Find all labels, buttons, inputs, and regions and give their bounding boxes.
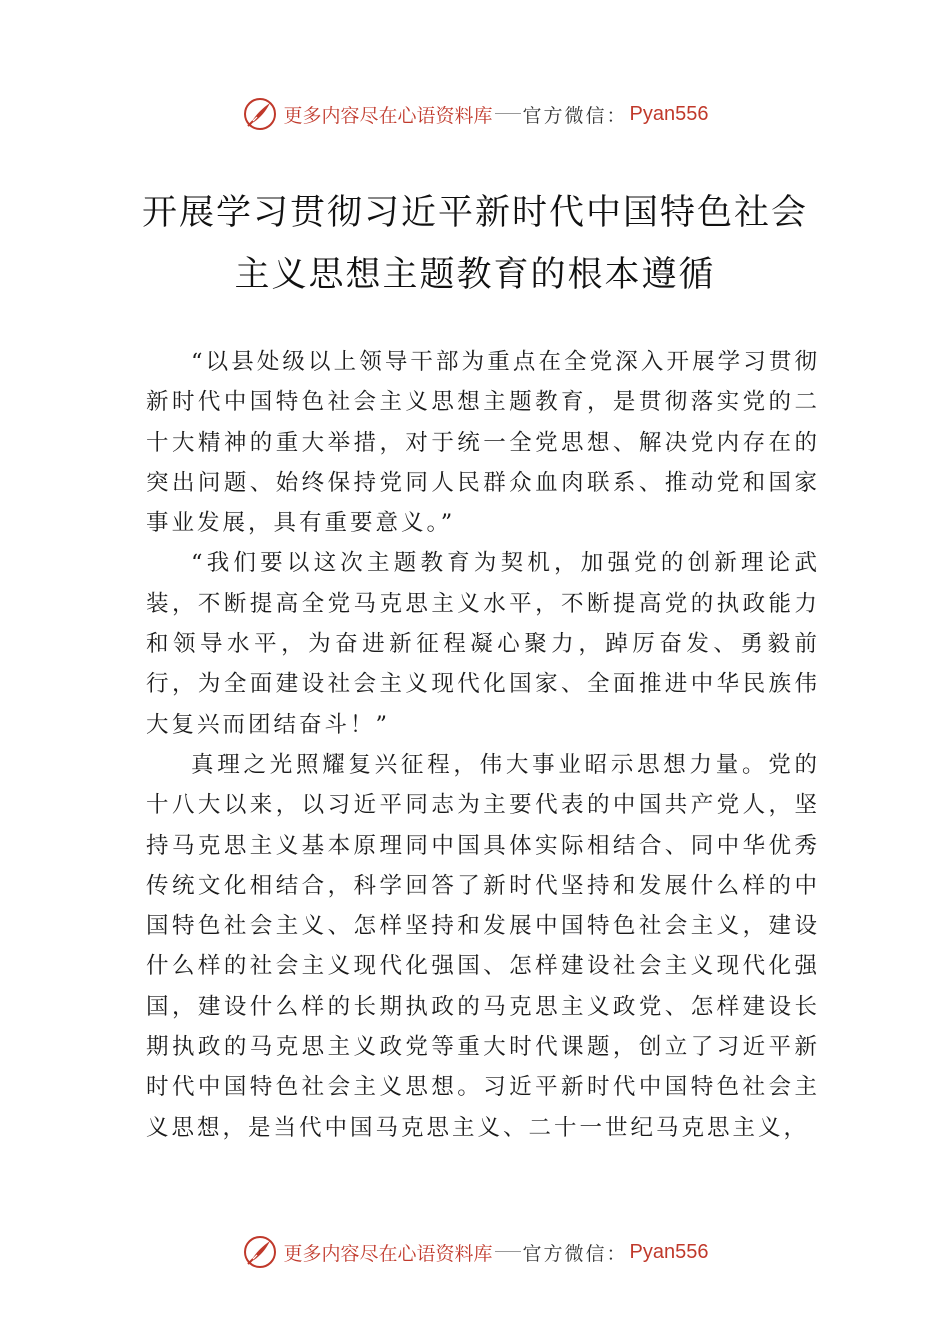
quill-pen-logo-icon (242, 1234, 278, 1270)
body-paragraph: 真理之光照耀复兴征程，伟大事业昭示思想力量。党的十八大以来，以习近平同志为主要代表的中国共产党人，坚持马克思主义基本原理同中国具体实际相结合、同中华优秀传统文化相结合，科学回答了新时代坚持和发展什么样的中国特色社会主义、怎样坚持和发展中国特色社会主义，建设什么样的社会主义现代化强国、怎样建设社会主义现代化强国，建设什么样的长期执政的马克思主义政党、怎样建设长期执政的马克思主义政党等重大时代课题，创立了习近平新时代中国特色社会主义思想。习近平新时代中国特色社会主义思想，是当代中国马克思主义、二十一世纪马克思主义， (146, 751, 820, 1141)
wechat-id: Pyan556 (629, 102, 709, 125)
document-title (120, 182, 830, 306)
header-banner (0, 94, 950, 134)
footer-banner (0, 1232, 950, 1272)
wechat-label: 官方微信： (522, 1242, 628, 1265)
document-body (146, 342, 820, 1148)
promo-text: 更多内容尽在心语资料库 (283, 104, 493, 127)
promo-text: 更多内容尽在心语资料库 (283, 1242, 493, 1265)
wechat-id: Pyan556 (629, 1240, 709, 1263)
wechat-label: 官方微信： (522, 104, 628, 127)
banner-dash-divider (495, 113, 521, 114)
body-paragraph: “我们要以这次主题教育为契机，加强党的创新理论武装，不断提高全党马克思主义水平，不断提高党的执政能力和领导水平，为奋进新征程凝心聚力，踔厉奋发、勇毅前行，为全面建设社会主义现代化国家、全面推进中华民族伟大复兴而团结奋斗！” (146, 550, 820, 738)
quill-pen-logo-icon (242, 96, 278, 132)
title-line-2: 主义思想主题教育的根本遵循 (234, 255, 716, 295)
banner-dash-divider (495, 1251, 521, 1252)
title-line-1: 开展学习贯彻习近平新时代中国特色社会 (141, 193, 808, 233)
body-paragraph: “以县处级以上领导干部为重点在全党深入开展学习贯彻新时代中国特色社会主义思想主题教育，是贯彻落实党的二十大精神的重大举措，对于统一全党思想、解决党内存在的突出问题、始终保持党同人民群众血肉联系、推动党和国家事业发展，具有重要意义。” (146, 349, 820, 537)
